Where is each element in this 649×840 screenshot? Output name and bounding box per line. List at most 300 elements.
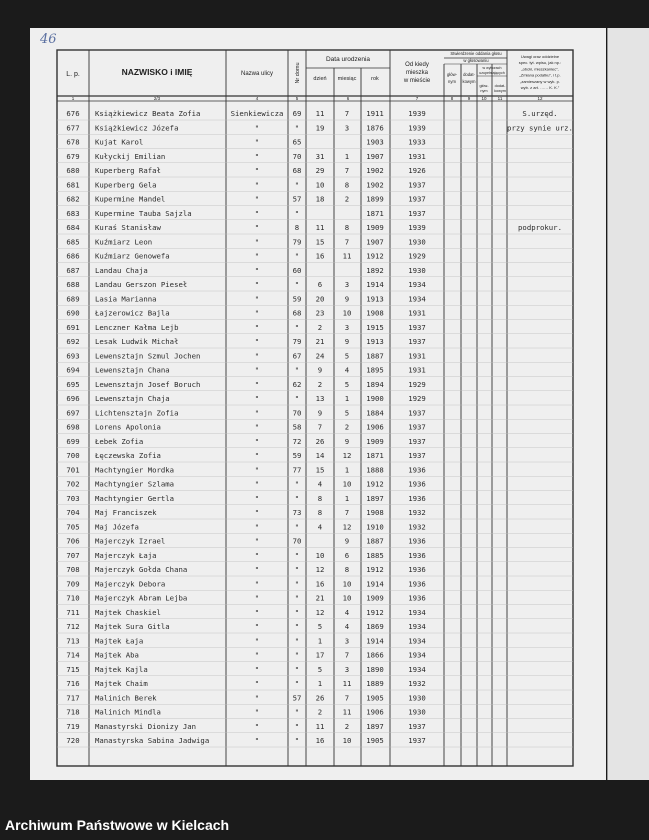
row-resident-since: 1936 xyxy=(408,465,426,475)
row-name: Kuźmiarz Leon xyxy=(95,237,153,247)
row-name: Majerczyk Izrael xyxy=(95,536,166,546)
column-number: 9 xyxy=(467,96,471,101)
row-birth-day: 16 xyxy=(315,579,325,589)
row-name: Kuźmiarz Genowefa xyxy=(95,251,170,261)
row-street: " xyxy=(254,707,260,717)
row-street: " xyxy=(254,322,260,332)
header-day: dzień xyxy=(313,76,327,82)
row-birth-year: 1906 xyxy=(366,422,384,432)
row-name: Łęczewska Zofia xyxy=(95,451,161,460)
row-street: " xyxy=(254,351,260,361)
row-resident-since: 1934 xyxy=(408,607,426,617)
row-birth-month: 4 xyxy=(344,365,350,375)
row-street: " xyxy=(254,337,260,346)
row-number: 708 xyxy=(66,565,80,574)
row-birth-month: 5 xyxy=(344,351,350,361)
row-resident-since: 1936 xyxy=(408,550,426,560)
row-house-number: 59 xyxy=(292,451,302,460)
header-remarks-line: „obcki, mieszkaniec”, xyxy=(521,66,559,72)
row-name: Majtek Łaja xyxy=(95,636,144,646)
row-resident-since: 1934 xyxy=(408,636,426,646)
row-number: 694 xyxy=(66,365,80,375)
row-birth-day: 1 xyxy=(317,636,323,646)
archive-footer xyxy=(0,808,649,840)
row-number: 715 xyxy=(66,664,80,674)
header-month: miesiąc xyxy=(337,76,357,82)
row-resident-since: 1930 xyxy=(408,707,426,717)
row-house-number: " xyxy=(294,636,300,646)
row-house-number: 67 xyxy=(292,351,302,361)
row-house-number: " xyxy=(294,123,300,133)
row-birth-day: 26 xyxy=(315,436,325,446)
archive-name: Archiwum Państwowe w Kielcach xyxy=(5,817,230,833)
row-birth-year: 1902 xyxy=(366,166,384,175)
row-number: 697 xyxy=(66,408,80,418)
header-street: Nazwa ulicy xyxy=(240,71,274,77)
row-name: Majtek Kajla xyxy=(95,664,148,674)
row-resident-since: 1936 xyxy=(408,493,426,503)
row-house-number: " xyxy=(294,565,300,574)
row-birth-year: 1912 xyxy=(366,565,384,574)
row-birth-month: 1 xyxy=(344,151,350,161)
row-street: " xyxy=(254,465,260,475)
row-street: " xyxy=(254,436,260,446)
row-street: " xyxy=(254,379,260,389)
header-lp: L. p. xyxy=(66,71,80,78)
row-number: 677 xyxy=(66,123,80,133)
row-birth-year: 1911 xyxy=(366,109,384,118)
header-votes: Stwierdzenie oddania głosu xyxy=(450,51,502,56)
row-number: 717 xyxy=(66,693,80,703)
row-street: " xyxy=(254,280,260,289)
row-street: " xyxy=(254,721,260,731)
row-birth-day: 23 xyxy=(315,308,325,318)
row-street: " xyxy=(254,151,260,161)
row-birth-month: 8 xyxy=(344,565,350,574)
row-street: " xyxy=(254,579,260,589)
row-birth-year: 1906 xyxy=(366,707,384,717)
row-birth-day: 10 xyxy=(315,550,325,560)
row-street: Sienkiewicza xyxy=(230,109,284,118)
row-resident-since: 1930 xyxy=(408,693,426,703)
row-resident-since: 1930 xyxy=(408,265,426,275)
row-resident-since: 1936 xyxy=(408,479,426,489)
row-birth-month: 5 xyxy=(344,379,350,389)
row-birth-month: 9 xyxy=(344,436,350,446)
row-number: 685 xyxy=(66,237,80,247)
row-house-number: 70 xyxy=(292,408,302,418)
row-birth-year: 1897 xyxy=(366,493,384,503)
row-house-number: 57 xyxy=(292,194,302,204)
row-number: 692 xyxy=(66,337,80,346)
row-name: Majerczyk Gołda Chana xyxy=(95,565,188,574)
row-street: " xyxy=(254,394,260,403)
column-number: 12 xyxy=(537,96,543,101)
row-name: Manastyrska Sabina Jadwiga xyxy=(95,736,210,745)
row-name: Lichtensztajn Zofia xyxy=(95,408,179,418)
row-birth-year: 1914 xyxy=(366,280,384,289)
row-birth-day: 7 xyxy=(317,422,323,432)
row-birth-month: 4 xyxy=(344,607,350,617)
row-resident-since: 1930 xyxy=(408,237,426,247)
row-birth-year: 1909 xyxy=(366,223,384,232)
row-name: Majtek Chaim xyxy=(95,679,148,688)
row-number: 690 xyxy=(66,308,80,318)
row-house-number: 8 xyxy=(294,223,300,232)
row-resident-since: 1932 xyxy=(408,522,426,532)
row-number: 695 xyxy=(66,379,80,389)
row-birth-year: 1887 xyxy=(366,351,384,361)
row-name: Kupermine Mandel xyxy=(95,194,166,204)
header-birthdate: Data urodzenia xyxy=(325,56,371,63)
row-number: 679 xyxy=(66,151,80,161)
row-street: " xyxy=(254,736,260,745)
row-number: 698 xyxy=(66,422,80,432)
row-house-number: " xyxy=(294,365,300,375)
header-extra-1b: kowym xyxy=(462,79,476,84)
row-number: 678 xyxy=(66,137,80,147)
row-street: " xyxy=(254,679,260,688)
row-birth-year: 1902 xyxy=(366,180,384,190)
row-street: " xyxy=(254,308,260,318)
row-birth-month: 12 xyxy=(342,451,352,460)
row-birth-day: 11 xyxy=(315,109,325,118)
row-birth-day: 4 xyxy=(317,522,323,532)
row-street: " xyxy=(254,565,260,574)
row-birth-month: 3 xyxy=(344,123,350,133)
row-street: " xyxy=(254,208,260,218)
row-house-number: " xyxy=(294,593,300,603)
row-birth-month: 3 xyxy=(344,636,350,646)
row-birth-day: 24 xyxy=(315,351,325,361)
row-remark: S.urzęd. xyxy=(522,109,558,118)
row-number: 682 xyxy=(66,194,80,204)
row-street: " xyxy=(254,650,260,660)
row-birth-day: 15 xyxy=(315,465,325,475)
row-birth-year: 1909 xyxy=(366,593,384,603)
header-supp: w wyborach xyxy=(482,66,502,70)
row-resident-since: 1937 xyxy=(408,436,426,446)
row-number: 709 xyxy=(66,579,80,589)
row-birth-year: 1897 xyxy=(366,721,384,731)
row-house-number: 60 xyxy=(292,265,302,275)
row-birth-month: 9 xyxy=(344,294,350,304)
row-birth-month: 1 xyxy=(344,493,350,503)
row-birth-month: 9 xyxy=(344,536,350,546)
row-name: Majtek Sura Gitla xyxy=(95,622,170,631)
row-birth-year: 1888 xyxy=(366,465,384,475)
row-number: 711 xyxy=(66,607,80,617)
header-since-3: w mieście xyxy=(403,78,431,84)
row-birth-month: 6 xyxy=(344,550,350,560)
row-house-number: " xyxy=(294,607,300,617)
row-resident-since: 1937 xyxy=(408,322,426,332)
row-resident-since: 1932 xyxy=(408,508,426,517)
row-house-number: " xyxy=(294,251,300,261)
row-street: " xyxy=(254,522,260,532)
row-name: Manastyrski Dionizy Jan xyxy=(95,721,197,731)
row-birth-year: 1866 xyxy=(366,650,384,660)
row-street: " xyxy=(254,479,260,489)
row-name: Machtyngier Mordka xyxy=(95,465,175,475)
row-birth-day: 12 xyxy=(315,607,325,617)
row-name: Książkiewicz Beata Zofia xyxy=(95,109,201,118)
row-house-number: 77 xyxy=(292,465,302,475)
row-birth-month: 9 xyxy=(344,337,350,346)
row-birth-day: 16 xyxy=(315,736,325,745)
row-street: " xyxy=(254,123,260,133)
row-house-number: 68 xyxy=(292,308,302,318)
row-resident-since: 1929 xyxy=(408,394,426,403)
header-remarks-line: „zamieszany w wyk. p. xyxy=(519,78,561,84)
row-street: " xyxy=(254,166,260,175)
row-name: Lesak Ludwik Michał xyxy=(95,337,179,346)
row-number: 710 xyxy=(66,593,80,603)
header-remarks-line: wyb. z art. …… K. K.” xyxy=(520,85,560,90)
row-birth-day: 2 xyxy=(317,322,323,332)
header-supp-b: uzupełniających xyxy=(479,71,505,75)
column-number: 8 xyxy=(450,96,454,101)
column-number: 7 xyxy=(415,96,419,101)
row-name: Łajzerowicz Bajla xyxy=(95,308,170,318)
row-name: Kułyckij Emilian xyxy=(95,151,166,161)
column-number: 10 xyxy=(481,96,487,101)
row-name: Lenczner Kałma Lejb xyxy=(95,322,179,332)
row-remark: przy synie urz. xyxy=(507,123,573,133)
row-resident-since: 1926 xyxy=(408,166,426,175)
row-house-number: " xyxy=(294,394,300,403)
header-remarks-line: „Zmiana podatku”, i t.p. xyxy=(519,72,561,78)
row-name: Lorens Apolonia xyxy=(95,422,161,432)
row-street: " xyxy=(254,422,260,432)
row-house-number: 69 xyxy=(292,109,302,118)
header-main-2: głów- xyxy=(479,84,489,88)
row-street: " xyxy=(254,493,260,503)
page-number: 46 xyxy=(40,32,57,47)
row-resident-since: 1931 xyxy=(408,308,426,318)
row-resident-since: 1929 xyxy=(408,379,426,389)
row-birth-day: 26 xyxy=(315,693,325,703)
row-street: " xyxy=(254,636,260,646)
row-resident-since: 1936 xyxy=(408,565,426,574)
row-number: 719 xyxy=(66,721,80,731)
row-number: 706 xyxy=(66,536,80,546)
column-number: 6 xyxy=(346,96,350,101)
row-birth-year: 1900 xyxy=(366,394,384,403)
row-resident-since: 1931 xyxy=(408,351,426,361)
row-birth-month: 2 xyxy=(344,194,350,204)
row-number: 686 xyxy=(66,251,80,261)
row-birth-year: 1884 xyxy=(366,408,384,418)
row-birth-month: 1 xyxy=(344,465,350,475)
row-birth-year: 1899 xyxy=(366,194,384,204)
row-birth-day: 6 xyxy=(317,280,323,289)
row-street: " xyxy=(254,408,260,418)
row-house-number: 79 xyxy=(292,337,302,346)
row-resident-since: 1934 xyxy=(408,622,426,631)
row-birth-month: 2 xyxy=(344,721,350,731)
row-birth-month: 3 xyxy=(344,322,350,332)
row-house-number: 70 xyxy=(292,151,302,161)
row-birth-year: 1869 xyxy=(366,622,384,631)
row-birth-day: 12 xyxy=(315,565,325,574)
row-birth-month: 10 xyxy=(342,593,352,603)
row-house-number: 70 xyxy=(292,536,302,546)
row-birth-day: 5 xyxy=(317,622,323,631)
row-resident-since: 1933 xyxy=(408,137,426,147)
row-birth-day: 2 xyxy=(317,379,323,389)
row-birth-month: 10 xyxy=(342,479,352,489)
row-remark: podprokur. xyxy=(518,223,562,232)
row-birth-year: 1913 xyxy=(366,337,384,346)
row-number: 681 xyxy=(66,180,80,190)
row-number: 707 xyxy=(66,550,80,560)
row-number: 702 xyxy=(66,479,80,489)
row-birth-day: 19 xyxy=(315,123,325,133)
row-birth-year: 1907 xyxy=(366,151,384,161)
row-birth-month: 11 xyxy=(342,251,352,261)
row-name: Machtyngier Szlama xyxy=(95,479,175,489)
row-number: 704 xyxy=(66,508,80,517)
row-resident-since: 1937 xyxy=(408,194,426,204)
row-house-number: " xyxy=(294,322,300,332)
header-since-1: Od kiedy xyxy=(405,62,429,68)
row-house-number: 59 xyxy=(292,294,302,304)
row-birth-day: 9 xyxy=(317,365,323,375)
row-birth-year: 1892 xyxy=(366,265,384,275)
row-birth-month: 8 xyxy=(344,180,350,190)
row-birth-month: 3 xyxy=(344,664,350,674)
row-street: " xyxy=(254,508,260,517)
row-birth-day: 11 xyxy=(315,721,325,731)
row-birth-year: 1908 xyxy=(366,508,384,517)
row-name: Kupermine Tauba Sajzla xyxy=(95,208,192,218)
row-house-number: 72 xyxy=(292,436,302,446)
row-house-number: " xyxy=(294,208,300,218)
row-number: 703 xyxy=(66,493,80,503)
row-birth-year: 1895 xyxy=(366,365,384,375)
row-number: 705 xyxy=(66,522,80,532)
row-name: Kuperberg Rafał xyxy=(95,166,161,175)
row-house-number: " xyxy=(294,493,300,503)
row-resident-since: 1936 xyxy=(408,536,426,546)
row-resident-since: 1937 xyxy=(408,422,426,432)
row-street: " xyxy=(254,607,260,617)
header-main-1b: nym xyxy=(448,79,456,84)
row-birth-month: 12 xyxy=(342,522,352,532)
row-street: " xyxy=(254,223,260,232)
row-resident-since: 1936 xyxy=(408,593,426,603)
row-number: 718 xyxy=(66,707,80,717)
row-birth-month: 3 xyxy=(344,280,350,289)
row-house-number: " xyxy=(294,479,300,489)
row-birth-month: 2 xyxy=(344,422,350,432)
row-birth-month: 10 xyxy=(342,579,352,589)
header-remarks-line: spec. tyt. wpisu, jak np.: xyxy=(518,60,562,66)
column-number: 1 xyxy=(71,96,75,101)
row-birth-year: 1907 xyxy=(366,237,384,247)
row-number: 713 xyxy=(66,636,80,646)
header-extra-2b: kowym xyxy=(494,89,506,93)
row-house-number: " xyxy=(294,522,300,532)
row-resident-since: 1939 xyxy=(408,123,426,133)
row-birth-year: 1914 xyxy=(366,579,384,589)
row-number: 683 xyxy=(66,208,80,218)
row-birth-day: 16 xyxy=(315,251,325,261)
header-remarks-line: Uwagi oraz oddzielne xyxy=(520,54,560,59)
row-resident-since: 1937 xyxy=(408,337,426,346)
header-extra-1: dodat- xyxy=(463,72,475,77)
row-birth-month: 5 xyxy=(344,408,350,418)
row-resident-since: 1934 xyxy=(408,294,426,304)
row-birth-day: 18 xyxy=(315,194,325,204)
row-birth-day: 2 xyxy=(317,707,323,717)
row-birth-day: 8 xyxy=(317,508,323,517)
row-number: 699 xyxy=(66,436,80,446)
header-ballot: w głosowaniu xyxy=(463,58,489,63)
row-birth-month: 7 xyxy=(344,693,350,703)
header-extra-2: dodat- xyxy=(494,84,506,88)
row-birth-day: 4 xyxy=(317,479,323,489)
row-house-number: 68 xyxy=(292,166,302,175)
row-birth-day: 17 xyxy=(315,650,325,660)
row-street: " xyxy=(254,265,260,275)
row-number: 693 xyxy=(66,351,80,361)
row-house-number: " xyxy=(294,707,300,717)
row-resident-since: 1937 xyxy=(408,736,426,745)
row-birth-day: 9 xyxy=(317,408,323,418)
row-street: " xyxy=(254,622,260,631)
row-birth-month: 1 xyxy=(344,394,350,403)
row-birth-day: 14 xyxy=(315,451,325,460)
row-name: Majerczyk Łaja xyxy=(95,550,157,560)
header-year: rok xyxy=(371,76,379,82)
row-name: Malinich Berek xyxy=(95,693,157,703)
row-street: " xyxy=(254,194,260,204)
row-resident-since: 1931 xyxy=(408,365,426,375)
row-birth-day: 5 xyxy=(317,664,323,674)
row-number: 701 xyxy=(66,465,80,475)
row-name: Landau Chaja xyxy=(95,265,148,275)
row-name: Machtyngier Gertla xyxy=(95,493,175,503)
row-name: Maj Franciszek xyxy=(95,508,157,517)
row-house-number: " xyxy=(294,579,300,589)
row-birth-day: 8 xyxy=(317,493,323,503)
row-birth-year: 1871 xyxy=(366,208,384,218)
row-birth-year: 1905 xyxy=(366,736,384,745)
row-resident-since: 1939 xyxy=(408,223,426,232)
row-house-number: 57 xyxy=(292,693,302,703)
row-birth-month: 10 xyxy=(342,308,352,318)
row-birth-year: 1894 xyxy=(366,379,384,389)
row-birth-year: 1915 xyxy=(366,322,384,332)
row-birth-day: 1 xyxy=(317,679,323,688)
row-birth-month: 11 xyxy=(342,707,352,717)
row-name: Książkiewicz Józefa xyxy=(95,123,179,133)
row-birth-year: 1908 xyxy=(366,308,384,318)
row-street: " xyxy=(254,536,260,546)
row-birth-day: 31 xyxy=(315,151,325,161)
row-name: Kuraś Stanisław xyxy=(95,223,161,232)
row-birth-month: 4 xyxy=(344,622,350,631)
row-birth-day: 13 xyxy=(315,394,325,403)
row-birth-month: 8 xyxy=(344,223,350,232)
row-number: 691 xyxy=(66,322,80,332)
row-number: 712 xyxy=(66,622,80,631)
row-birth-year: 1913 xyxy=(366,294,384,304)
row-resident-since: 1937 xyxy=(408,408,426,418)
row-house-number: " xyxy=(294,664,300,674)
